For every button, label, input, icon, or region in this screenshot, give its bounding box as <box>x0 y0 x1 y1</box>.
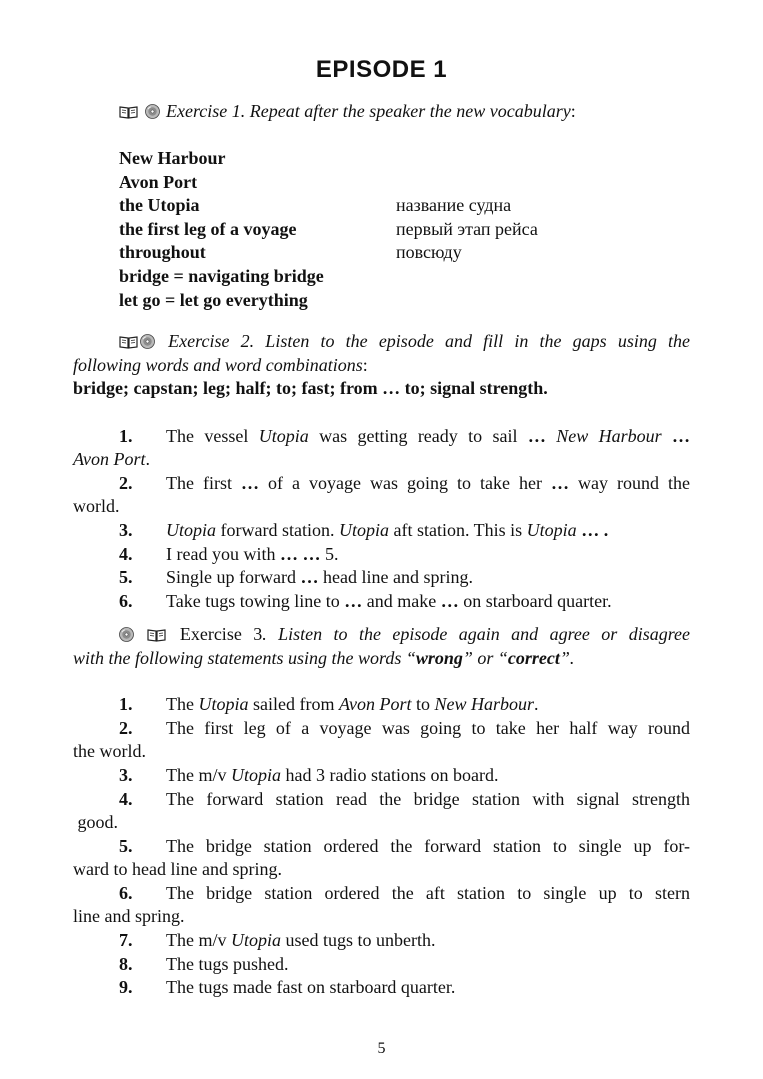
vocab-translation: повсюду <box>396 242 462 262</box>
book-icon <box>119 105 138 119</box>
vocab-item: bridge = navigating bridge <box>119 266 324 286</box>
list-item: 1. The vessel Utopia was getting ready to sail … New Harbour … <box>119 426 690 446</box>
list-item-cont: line and spring. <box>73 906 185 926</box>
vocab-item: Avon Port <box>119 172 198 192</box>
list-item-cont: ward to head line and spring. <box>73 859 282 879</box>
word-bank: bridge; capstan; leg; half; to; fast; from … to; signal strength. <box>73 378 548 398</box>
list-item: 2. The first leg of a voyage was going to take her half way round <box>119 718 690 738</box>
exercise-2-heading: Exercise 2. Listen to the episode and fill in the gaps using the <box>119 329 690 353</box>
vocab-item: let go = let go everything <box>119 290 308 310</box>
list-item-cont: good. <box>73 812 118 832</box>
page-number: 5 <box>377 1040 386 1057</box>
list-item: 2. The first … of a voyage was going to take her … way round the <box>119 473 690 493</box>
list-item: 3. The m/v Utopia had 3 radio stations on board. <box>119 765 499 785</box>
list-item: 4. The forward station read the bridge station with signal strength <box>119 789 690 809</box>
episode-title: EPISODE 1 <box>315 56 448 83</box>
exercise-2-heading-cont: following words and word combinations: <box>73 355 368 375</box>
book-icon <box>119 335 138 349</box>
vocab-item: the first leg of a voyage <box>119 219 297 239</box>
list-item: 4. I read you with … … 5. <box>119 544 339 564</box>
list-item: 3. Utopia forward station. Utopia aft station. This is Utopia … . <box>119 520 609 540</box>
book-icon <box>147 628 166 642</box>
list-item: 1. The Utopia sailed from Avon Port to New Harbour. <box>119 694 539 714</box>
list-item: 6. The bridge station ordered the aft station to single up to stern <box>119 883 690 903</box>
list-item: 7. The m/v Utopia used tugs to unberth. <box>119 930 436 950</box>
vocab-translation: название судна <box>396 195 512 215</box>
list-item-cont: the world. <box>73 741 146 761</box>
exercise-3-heading: Exercise 3. Listen to the episode again and agree or disagree <box>119 622 690 646</box>
disc-icon <box>119 627 134 642</box>
exercise-1-heading: Exercise 1. Repeat after the speaker the new vocabulary: <box>119 99 576 123</box>
list-item: 8. The tugs pushed. <box>119 954 289 974</box>
disc-icon <box>145 104 160 119</box>
exercise-1-intro: Exercise 1. Repeat after the speaker the new vocabulary <box>166 101 571 121</box>
vocab-item: throughout <box>119 242 206 262</box>
list-item: 9. The tugs made fast on starboard quarter. <box>119 977 456 997</box>
list-item: 6. Take tugs towing line to … and make … on starboard quarter. <box>119 591 612 611</box>
exercise-3-heading-cont: with the following statements using the words “wrong” or “correct”. <box>73 648 575 668</box>
disc-icon <box>140 334 155 349</box>
list-item: 5. The bridge station ordered the forward station to single up for- <box>119 836 690 856</box>
vocab-item: the Utopia <box>119 195 200 215</box>
list-item-cont: Avon Port. <box>73 449 150 469</box>
vocab-item: New Harbour <box>119 148 226 168</box>
vocab-translation: первый этап рейса <box>396 219 538 239</box>
list-item: 5. Single up forward … head line and spring. <box>119 567 473 587</box>
list-item-cont: world. <box>73 496 120 516</box>
